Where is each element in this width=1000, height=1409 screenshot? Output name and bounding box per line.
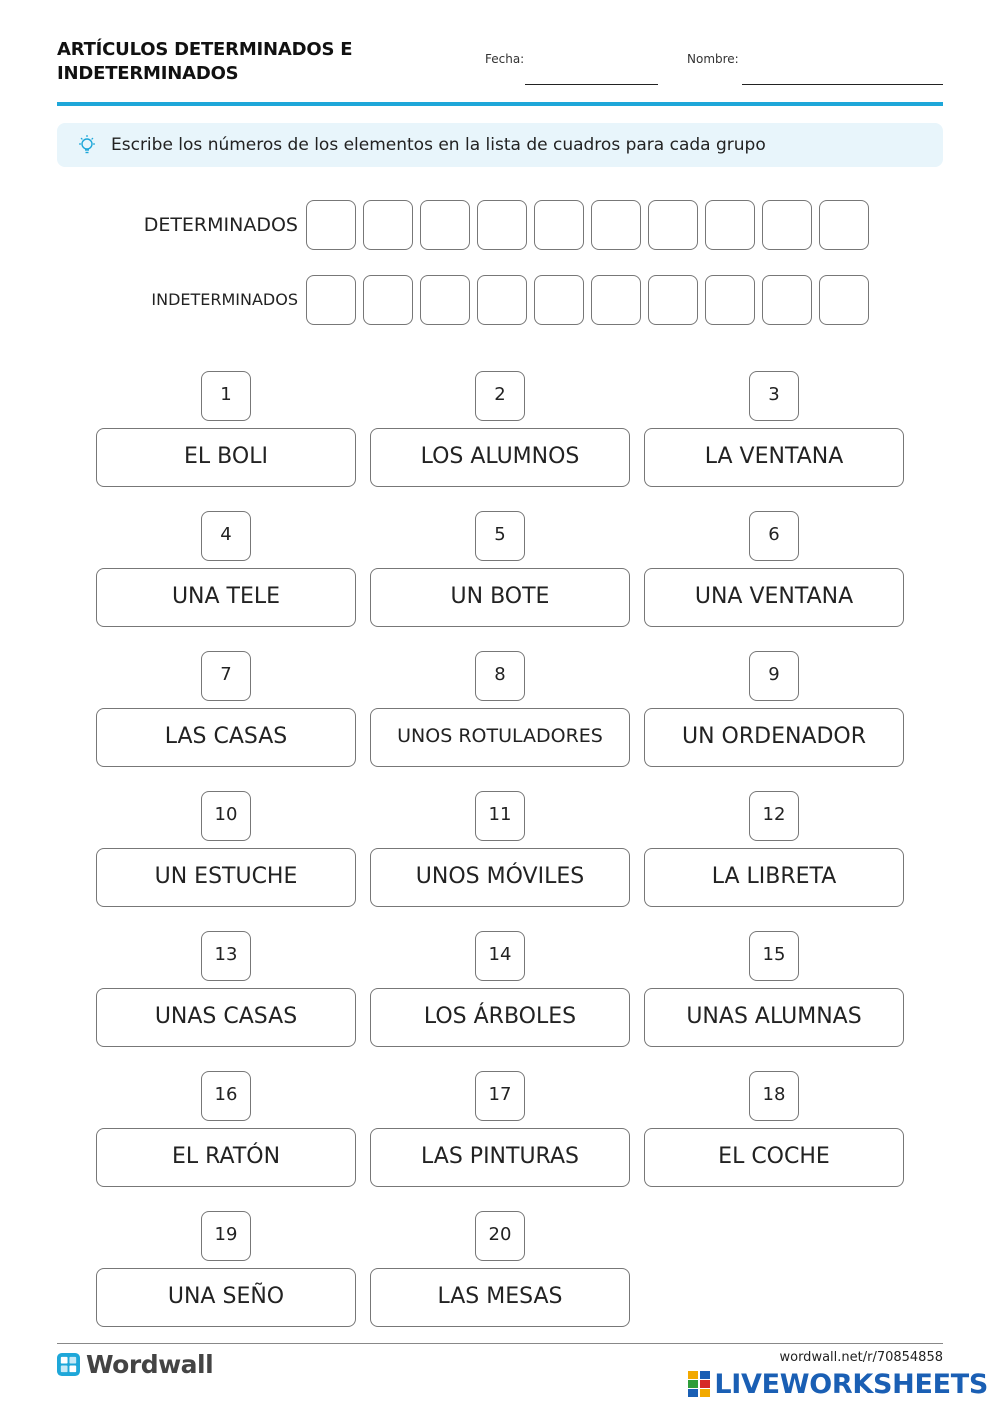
- item-number: 13: [201, 931, 251, 981]
- answer-box[interactable]: [648, 200, 698, 250]
- answer-box[interactable]: [477, 200, 527, 250]
- group-label-indeterminados: INDETERMINADOS: [151, 290, 298, 309]
- answer-box[interactable]: [306, 200, 356, 250]
- liveworksheets-brand: LIVEWORKSHEETS: [714, 1368, 988, 1400]
- list-item[interactable]: [370, 1071, 630, 1187]
- item-number: 14: [475, 931, 525, 981]
- answer-box[interactable]: [819, 200, 869, 250]
- answer-row-indeterminados: [90, 275, 870, 325]
- item-number: 18: [749, 1071, 799, 1121]
- liveworksheets-logo-icon: [688, 1371, 710, 1397]
- list-item[interactable]: [370, 1211, 630, 1327]
- list-item[interactable]: [370, 371, 630, 487]
- item-number: 4: [201, 511, 251, 561]
- item-number: 2: [475, 371, 525, 421]
- item-card[interactable]: LA VENTANA: [644, 428, 904, 487]
- item-card[interactable]: LOS ALUMNOS: [370, 428, 630, 487]
- item-card[interactable]: UNAS ALUMNAS: [644, 988, 904, 1047]
- list-item[interactable]: [96, 651, 356, 767]
- item-card[interactable]: UNA TELE: [96, 568, 356, 627]
- list-item[interactable]: [96, 371, 356, 487]
- answer-box[interactable]: [705, 275, 755, 325]
- answer-box[interactable]: [534, 275, 584, 325]
- worksheet-header: [57, 38, 943, 104]
- list-item[interactable]: [644, 931, 904, 1047]
- wordwall-brand: Wordwall: [86, 1349, 214, 1379]
- liveworksheets-logo: [688, 1368, 988, 1400]
- item-card[interactable]: EL COCHE: [644, 1128, 904, 1187]
- item-number: 11: [475, 791, 525, 841]
- answer-box[interactable]: [477, 275, 527, 325]
- item-number: 1: [201, 371, 251, 421]
- item-number: 20: [475, 1211, 525, 1261]
- date-label: Fecha:: [485, 52, 525, 66]
- list-item[interactable]: [644, 651, 904, 767]
- item-card[interactable]: LAS MESAS: [370, 1268, 630, 1327]
- date-field[interactable]: [525, 84, 658, 85]
- item-card[interactable]: EL BOLI: [96, 428, 356, 487]
- wordwall-logo: [57, 1351, 213, 1377]
- item-number: 17: [475, 1071, 525, 1121]
- item-card[interactable]: LA LIBRETA: [644, 848, 904, 907]
- lightbulb-icon: [77, 134, 97, 156]
- page-title: [57, 38, 387, 86]
- list-item[interactable]: [370, 791, 630, 907]
- item-number: 9: [749, 651, 799, 701]
- group-label-determinados: DETERMINADOS: [143, 214, 298, 236]
- list-item[interactable]: [96, 791, 356, 907]
- item-number: 12: [749, 791, 799, 841]
- item-card[interactable]: UN ORDENADOR: [644, 708, 904, 767]
- item-card[interactable]: UN BOTE: [370, 568, 630, 627]
- item-number: 8: [475, 651, 525, 701]
- item-number: 3: [749, 371, 799, 421]
- footer-divider: [57, 1343, 943, 1344]
- answer-boxes-determinados: [306, 200, 869, 250]
- list-item[interactable]: [644, 371, 904, 487]
- item-card[interactable]: UNOS ROTULADORES: [370, 708, 630, 767]
- item-number: 15: [749, 931, 799, 981]
- list-item[interactable]: [96, 931, 356, 1047]
- wordwall-logo-icon: [57, 1353, 80, 1376]
- answer-box[interactable]: [705, 200, 755, 250]
- item-card[interactable]: UNOS MÓVILES: [370, 848, 630, 907]
- name-field[interactable]: [742, 84, 943, 85]
- answer-box[interactable]: [591, 275, 641, 325]
- answer-boxes-indeterminados: [306, 275, 869, 325]
- instruction-banner: [57, 123, 943, 167]
- list-item[interactable]: [644, 1071, 904, 1187]
- answer-box[interactable]: [762, 200, 812, 250]
- name-label: Nombre:: [687, 52, 739, 66]
- answer-row-determinados: [90, 200, 870, 250]
- item-number: 6: [749, 511, 799, 561]
- item-number: 5: [475, 511, 525, 561]
- item-card[interactable]: UN ESTUCHE: [96, 848, 356, 907]
- answer-box[interactable]: [363, 200, 413, 250]
- activity-url[interactable]: wordwall.net/r/70854858: [779, 1350, 943, 1365]
- list-item[interactable]: [96, 511, 356, 627]
- list-item[interactable]: [644, 511, 904, 627]
- answer-box[interactable]: [420, 200, 470, 250]
- answer-box[interactable]: [534, 200, 584, 250]
- answer-box[interactable]: [363, 275, 413, 325]
- answer-box[interactable]: [591, 200, 641, 250]
- instruction-text: Escribe los números de los elementos en la lista de cuadros para cada grupo: [111, 135, 766, 155]
- item-card[interactable]: LAS PINTURAS: [370, 1128, 630, 1187]
- item-card[interactable]: UNAS CASAS: [96, 988, 356, 1047]
- list-item[interactable]: [96, 1211, 356, 1327]
- answer-box[interactable]: [762, 275, 812, 325]
- item-card[interactable]: LAS CASAS: [96, 708, 356, 767]
- list-item[interactable]: [644, 791, 904, 907]
- page-title-line1: ARTÍCULOS DETERMINADOS E: [57, 39, 353, 60]
- answer-box[interactable]: [420, 275, 470, 325]
- item-number: 16: [201, 1071, 251, 1121]
- item-number: 7: [201, 651, 251, 701]
- list-item[interactable]: [370, 511, 630, 627]
- header-divider: [57, 102, 943, 106]
- item-number: 10: [201, 791, 251, 841]
- list-item[interactable]: [370, 651, 630, 767]
- item-card[interactable]: UNA SEÑO: [96, 1268, 356, 1327]
- item-card[interactable]: EL RATÓN: [96, 1128, 356, 1187]
- list-item[interactable]: [96, 1071, 356, 1187]
- answer-box[interactable]: [819, 275, 869, 325]
- answer-box[interactable]: [648, 275, 698, 325]
- page-title-line2: INDETERMINADOS: [57, 63, 239, 84]
- item-number: 19: [201, 1211, 251, 1261]
- item-card[interactable]: LOS ÁRBOLES: [370, 988, 630, 1047]
- list-item[interactable]: [370, 931, 630, 1047]
- item-card[interactable]: UNA VENTANA: [644, 568, 904, 627]
- answer-box[interactable]: [306, 275, 356, 325]
